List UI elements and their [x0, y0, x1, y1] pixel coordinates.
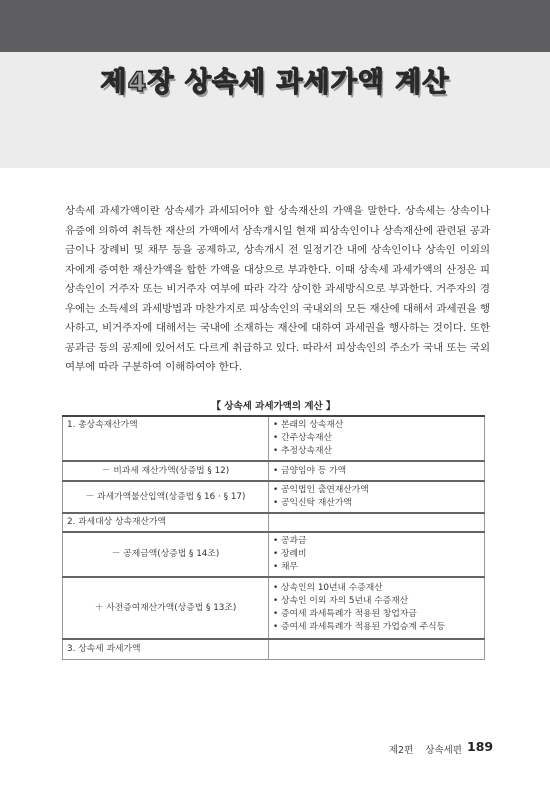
row-items — [269, 481, 485, 513]
table-caption: 【 상속세 과세가액의 계산 】 — [211, 401, 336, 412]
row-label: － 비과세 재산가액(상증법 § 12) — [63, 461, 269, 481]
row-items — [269, 639, 485, 659]
row-item: • 상속인 이외 자의 5년내 수증재산 — [273, 595, 480, 608]
row-item: • 공익법인 출연재산가액 — [273, 484, 480, 497]
running-footer — [389, 742, 462, 756]
header-dark-bar — [0, 0, 550, 52]
row-item: • 추정상속재산 — [273, 445, 480, 458]
row-item: • 공익신탁 재산가액 — [273, 497, 480, 510]
table-row — [63, 532, 485, 577]
tax-base-table — [62, 415, 485, 660]
footer-part: 제2편 — [388, 745, 414, 756]
table-row — [63, 481, 485, 513]
row-item: • 채무 — [273, 561, 480, 574]
row-item: • 장례비 — [273, 548, 480, 561]
row-items — [269, 577, 485, 639]
table-row — [63, 461, 485, 481]
row-label: 2. 과세대상 상속재산가액 — [63, 513, 269, 532]
table-row — [63, 639, 485, 659]
page-number: 189 — [467, 739, 494, 754]
table-row — [63, 577, 485, 639]
body-paragraph: 상속세 과세가액이란 상속세가 과세되어야 할 상속재산의 가액을 말한다. 상속세는 상속이나 유증에 의하여 취득한 재산의 가액에서 상속개시일 현재 피상속인이나 상속재산에 관련된 공과금이나 장례비 및 채무 등을 공제하고, 상속개시 전 일정기간 내에 상속인이나 상속인 이외의 자에게 증여한 재산가액을 합한 가액을 대상으로 부과한다. 이때 상속세 과세가액의 산정은 피상속인이 거주자 또는 비거주자 여부에 따라 각각 상이한 과세방식으로 부과한다. 거주자의 경우에는 소득세의 과세방법과 마찬가지로 피상속인의 국내외의 모든 재산에 대해서 과세권을 행사하고, 비거주자에 대해서는 국내에 소재하는 재산에 대하여 과세권을 행사하는 것이다. 또한 공과금 등의 공제에 있어서도 다르게 취급하고 있다. 따라서 피상속인의 주소가 국내 또는 국외 여부에 따라 구분하여 이해하여야 한다. — [65, 205, 490, 373]
row-label: ＋ 사전증여재산가액(상증법 § 13조) — [63, 577, 269, 639]
row-item: • 증여세 과세특례가 적용된 가업승계 주식등 — [273, 621, 480, 634]
row-label: 1. 총상속재산가액 — [63, 416, 269, 461]
table-row — [63, 416, 485, 461]
row-items — [269, 513, 485, 532]
chapter-title: 제4장 상속세 과세가액 계산 — [100, 67, 450, 98]
row-label: － 과세가액불산입액(상증법 § 16 · § 17) — [63, 481, 269, 513]
row-label: 3. 상속세 과세가액 — [63, 639, 269, 659]
footer-section: 상속세편 — [425, 745, 462, 756]
row-items — [269, 416, 485, 461]
row-item: • 본래의 상속재산 — [273, 419, 480, 432]
row-item: • 상속인의 10년내 수증재산 — [273, 582, 480, 595]
row-item: • 증여세 과세특례가 적용된 창업자금 — [273, 608, 480, 621]
table-row — [63, 513, 485, 532]
row-items — [269, 532, 485, 577]
row-item: • 금양임야 등 가액 — [273, 465, 480, 478]
row-items — [269, 461, 485, 481]
row-item: • 간주상속재산 — [273, 432, 480, 445]
row-item: • 공과금 — [273, 535, 480, 548]
row-label: － 공제금액(상증법 § 14조) — [63, 532, 269, 577]
